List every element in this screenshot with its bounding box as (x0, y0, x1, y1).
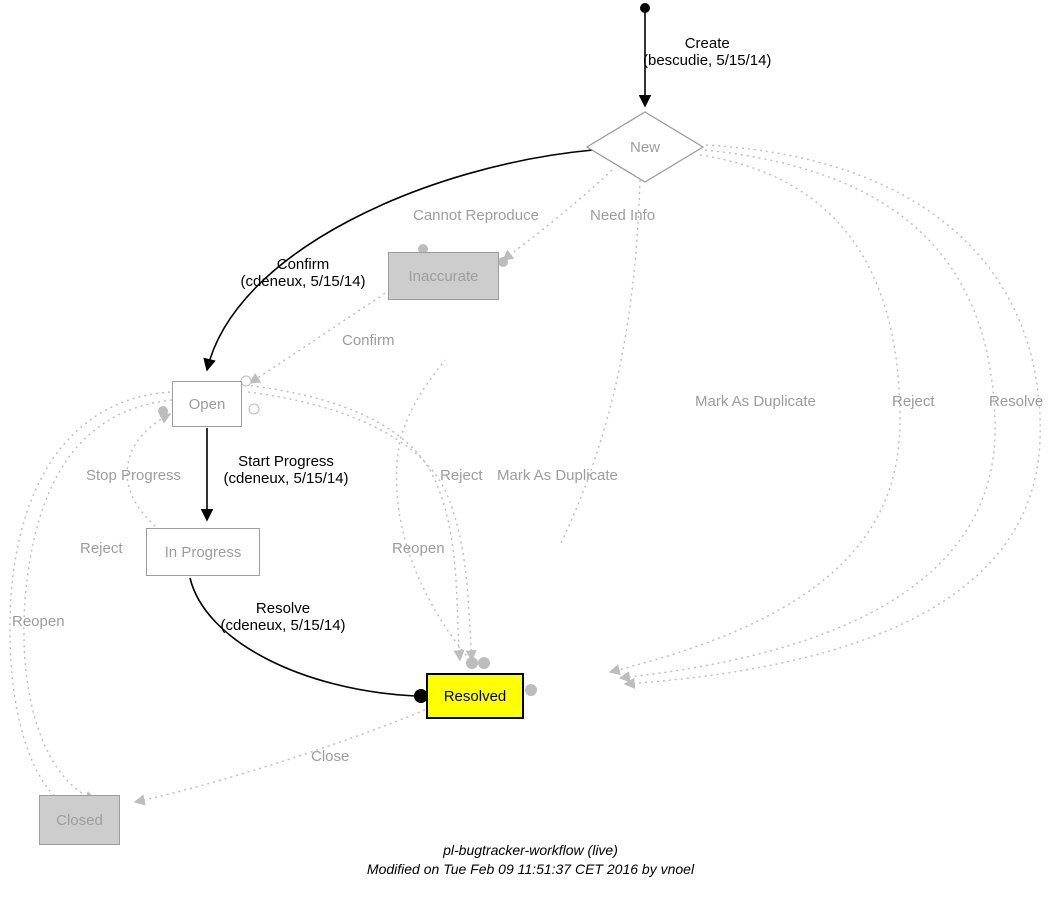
edge-label-cannot-reproduce (413, 207, 539, 224)
edge-label-reject-open-name: Reject (80, 540, 123, 557)
edge-resolve-right (625, 145, 1040, 684)
open-anchor-3 (158, 406, 168, 416)
edge-close (135, 710, 425, 802)
edge-label-reject-right-name: Reject (892, 393, 935, 410)
edge-label-resolve (203, 600, 363, 634)
edge-label-cannot-reproduce-name: Cannot Reproduce (413, 207, 539, 224)
node-closed[interactable] (39, 795, 120, 845)
node-open-label: Open (188, 395, 226, 413)
node-open[interactable] (172, 381, 242, 427)
edge-label-start-progress-name: Start Progress (238, 453, 334, 470)
edge-label-need-info (590, 207, 655, 224)
edge-inaccurate-anchor2 (498, 257, 508, 267)
edge-label-resolve-name: Resolve (255, 600, 311, 617)
edge-label-reject-mid (440, 467, 483, 484)
node-in-progress-label: In Progress (164, 543, 242, 561)
open-anchor-2 (249, 404, 259, 414)
diagram-subtitle-text: Modified on Tue Feb 09 11:51:37 CET 2016 by vnoel (366, 861, 695, 877)
node-inaccurate[interactable] (388, 252, 499, 300)
edge-label-reopen-left-name: Reopen (12, 613, 65, 630)
diagram-title (0, 842, 1061, 858)
resolved-anchor-1 (466, 657, 478, 669)
node-resolved[interactable] (426, 673, 524, 719)
edge-label-confirm-from-new-name: Confirm (276, 256, 330, 273)
node-inaccurate-label: Inaccurate (408, 267, 479, 285)
edge-label-need-info-name: Need Info (590, 207, 656, 224)
edge-label-start-progress (206, 453, 366, 487)
edge-reopen-left (10, 392, 170, 808)
edge-label-confirm-from-new-detail: (cdeneux, 5/15/14) (240, 273, 366, 290)
edge-need-info (560, 180, 640, 545)
edge-label-reject-open (80, 540, 123, 557)
edge-label-confirm-from-inaccurate (342, 332, 395, 349)
node-new-label: New (629, 138, 660, 156)
edge-label-resolve-right-name: Resolve (989, 393, 1044, 410)
start-node (640, 3, 650, 13)
node-resolved-label: Resolved (443, 687, 507, 705)
edge-label-create-detail: (bescudie, 5/15/14) (643, 52, 772, 69)
edge-label-stop-progress-name: Stop Progress (86, 467, 182, 484)
edge-reopen-mid (396, 360, 470, 660)
edge-label-reject-mid-name: Reject (440, 467, 483, 484)
edge-label-confirm-from-inaccurate-name: Confirm (342, 332, 395, 349)
edge-label-confirm-from-new (228, 256, 378, 290)
edge-label-mark-as-duplicate-right-name: Mark As Duplicate (695, 393, 816, 410)
diagram-title-text: pl-bugtracker-workflow (live) (443, 842, 618, 858)
edge-label-reopen-mid (392, 540, 445, 557)
resolved-anchor-2 (478, 657, 490, 669)
edge-label-resolve-detail: (cdeneux, 5/15/14) (220, 617, 346, 634)
edge-label-mark-as-duplicate-mid-name: Mark As Duplicate (497, 467, 618, 484)
resolved-anchor-3 (525, 684, 537, 696)
node-in-progress[interactable] (146, 528, 260, 576)
edge-mark-as-duplicate-right (610, 155, 900, 672)
edge-reject-right (620, 150, 995, 678)
edge-label-reopen-left (12, 613, 65, 630)
node-new[interactable] (585, 110, 705, 184)
node-closed-label: Closed (56, 811, 103, 829)
edge-resolve (190, 578, 415, 696)
edge-label-create-name: Create (684, 35, 730, 52)
edge-label-close-name: Close (311, 748, 350, 765)
edge-label-reject-right (892, 393, 935, 410)
edge-label-mark-as-duplicate-mid (497, 467, 618, 484)
edge-label-create (643, 35, 771, 69)
edge-reject-open (24, 400, 172, 800)
edge-label-reopen-mid-name: Reopen (392, 540, 445, 557)
diagram-subtitle (0, 861, 1061, 877)
edge-label-resolve-right (989, 393, 1043, 410)
edge-label-mark-as-duplicate-right (695, 393, 816, 410)
edge-label-start-progress-detail: (cdeneux, 5/15/14) (223, 470, 349, 487)
edge-label-stop-progress (86, 467, 181, 484)
open-anchor-1 (241, 376, 251, 386)
edge-label-close (311, 748, 349, 765)
